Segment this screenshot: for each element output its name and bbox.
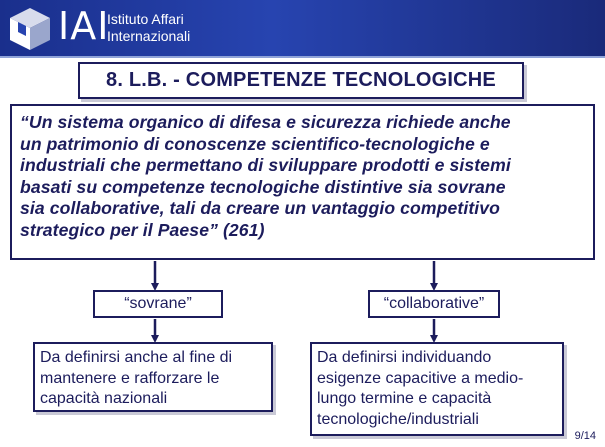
- organization-name: [107, 11, 190, 45]
- detail-line: mantenere e rafforzare le: [40, 369, 220, 387]
- slide-title: 8. L.B. - COMPETENZE TECNOLOGICHE: [106, 69, 496, 91]
- sovrane-detail-box: [33, 342, 273, 412]
- slide-title-box: [78, 62, 524, 99]
- detail-line: esigenze capacitive a medio-: [317, 369, 524, 387]
- detail-line: tecnologiche/industriali: [317, 410, 479, 428]
- detail-line: lungo termine e capacità: [317, 390, 492, 407]
- detail-line: capacità nazionali: [40, 390, 168, 407]
- quote-line: sia collaborative, tali da creare un vantaggio competitivo: [20, 198, 500, 218]
- org-line-1: Istituto Affari: [107, 11, 184, 27]
- page-number: 9/14: [574, 430, 596, 442]
- quote-line: industriali che permettano di sviluppare prodotti e sistemi: [20, 155, 511, 175]
- sovrane-label: “sovrane”: [124, 295, 192, 312]
- collaborative-detail-box: [310, 342, 564, 436]
- detail-line: Da definirsi individuando: [317, 349, 492, 366]
- quote-line: “Un sistema organico di difesa e sicurezza richiede anche: [20, 112, 511, 132]
- collaborative-label: “collaborative”: [383, 295, 485, 312]
- quote-line: basati su competenze tecnologiche distintive sia sovrane: [20, 176, 506, 197]
- logo-letters: IAI: [58, 4, 110, 48]
- quote-text: [20, 112, 583, 241]
- quote-line: un patrimonio di conoscenze scientifico-tecnologiche e: [20, 133, 490, 154]
- sovrane-label-box: [93, 290, 223, 318]
- quote-box: [10, 104, 595, 260]
- iai-cube-logo-icon: [8, 6, 52, 52]
- detail-line: Da definirsi anche al fine di: [40, 349, 233, 366]
- org-line-2: Internazionali: [107, 28, 191, 44]
- header-divider: [0, 56, 605, 58]
- quote-line: strategico per il Paese” (261): [20, 219, 265, 240]
- header-banner: [0, 0, 605, 56]
- collaborative-label-box: [368, 290, 500, 318]
